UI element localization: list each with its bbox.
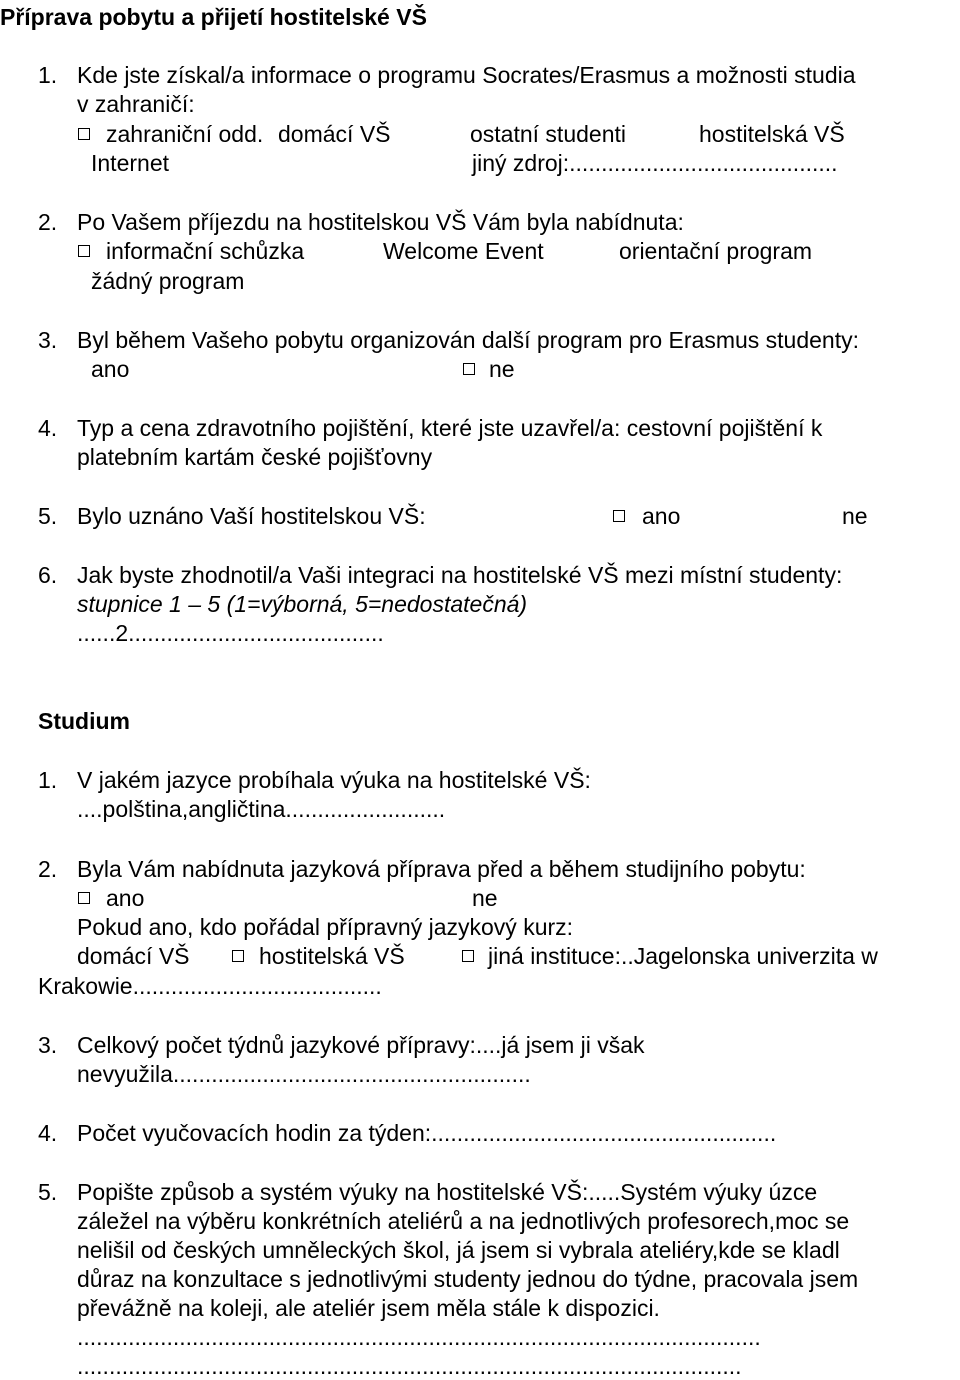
answer-text: Krakowie.......................................: [38, 973, 382, 999]
answer-text: záležel na výběru konkrétních ateliérů a na jednotlivých profesorech,moc se: [77, 1208, 850, 1234]
option-label: žádný program: [91, 268, 245, 294]
question-number: 2.: [38, 856, 58, 882]
question-text: Popište způsob a systém výuky na hostitelské VŠ:.....Systém výuky úzce: [77, 1179, 818, 1205]
scale-hint: stupnice 1 – 5 (1=výborná, 5=nedostatečná): [77, 591, 528, 617]
option-label: jiný zdroj:..........................................: [472, 150, 838, 176]
checkbox[interactable]: [78, 128, 90, 140]
option-label: ostatní studenti: [470, 121, 626, 147]
answer-text: důraz na konzultace s jednotlivými studenty jednou do týdne, pracovala jsem: [77, 1266, 859, 1292]
option-label: ne: [842, 503, 868, 529]
option-label: hostitelská VŠ: [259, 943, 405, 969]
question-text: V jakém jazyce probíhala výuka na hostitelské VŠ:: [77, 767, 591, 793]
question-text: Byla Vám nabídnuta jazyková příprava před a během studijního pobytu:: [77, 856, 806, 882]
question-number: 3.: [38, 1032, 58, 1058]
option-label: Welcome Event: [383, 238, 544, 264]
option-label: domácí VŠ: [77, 943, 190, 969]
checkbox[interactable]: [463, 363, 475, 375]
question-text: Celkový počet týdnů jazykové přípravy:....já jsem ji však: [77, 1032, 645, 1058]
answer-line: ........................................................................................................: [77, 1353, 742, 1379]
question-text: platebním kartám české pojišťovny: [77, 444, 433, 470]
question-text: Typ a cena zdravotního pojištění, které jste uzavřel/a: cestovní pojištění k: [77, 415, 823, 441]
option-label: orientační program: [619, 238, 813, 264]
question-number: 5.: [38, 503, 58, 529]
question-text: Kde jste získal/a informace o programu Socrates/Erasmus a možnosti studia: [77, 62, 856, 88]
question-text: Po Vašem příjezdu na hostitelskou VŠ Vám byla nabídnuta:: [77, 209, 684, 235]
answer-text: ......2........................................: [77, 620, 384, 646]
question-number: 6.: [38, 562, 58, 588]
option-label: zahraniční odd.: [106, 121, 264, 147]
option-label: ano: [642, 503, 681, 529]
answer-text: převážně na koleji, ale ateliér jsem měla stále k dispozici.: [77, 1295, 660, 1321]
question-number: 5.: [38, 1179, 58, 1205]
option-label: domácí VŠ: [278, 121, 391, 147]
option-label: ne: [472, 885, 498, 911]
checkbox[interactable]: [78, 892, 90, 904]
question-number: 3.: [38, 327, 58, 353]
option-label: jiná instituce:..Jagelonska univerzita w: [488, 943, 878, 969]
section-title: Příprava pobytu a přijetí hostitelské VŠ: [0, 4, 427, 30]
option-label: Internet: [91, 150, 169, 176]
answer-text: nelišil od českých umněleckých škol, já jsem si vybrala ateliéry,kde se kladl: [77, 1237, 840, 1263]
checkbox[interactable]: [613, 510, 625, 522]
checkbox[interactable]: [78, 245, 90, 257]
answer-line: ...........................................................................................................: [77, 1324, 761, 1350]
question-number: 2.: [38, 209, 58, 235]
option-label: hostitelská VŠ: [699, 121, 845, 147]
option-label: ano: [91, 356, 130, 382]
question-number: 4.: [38, 1120, 58, 1146]
answer-text: nevyužila........................................................: [77, 1061, 531, 1087]
question-text: Pokud ano, kdo pořádal přípravný jazykový kurz:: [77, 914, 574, 940]
section-title: Studium: [38, 708, 130, 734]
question-text: Jak byste zhodnotil/a Vaši integraci na hostitelské VŠ mezi místní studenty:: [77, 562, 843, 588]
question-text: Byl během Vašeho pobytu organizován další program pro Erasmus studenty:: [77, 327, 859, 353]
answer-text: ....polština,angličtina.........................: [77, 796, 446, 822]
question-text: Bylo uznáno Vaší hostitelskou VŠ:: [77, 503, 426, 529]
question-number: 1.: [38, 62, 58, 88]
question-number: 1.: [38, 767, 58, 793]
question-number: 4.: [38, 415, 58, 441]
question-text: v zahraničí:: [77, 91, 195, 117]
option-label: informační schůzka: [106, 238, 305, 264]
question-text: Počet vyučovacích hodin za týden:......................................................: [77, 1120, 777, 1146]
checkbox[interactable]: [462, 950, 474, 962]
option-label: ano: [106, 885, 145, 911]
option-label: ne: [489, 356, 515, 382]
checkbox[interactable]: [232, 950, 244, 962]
